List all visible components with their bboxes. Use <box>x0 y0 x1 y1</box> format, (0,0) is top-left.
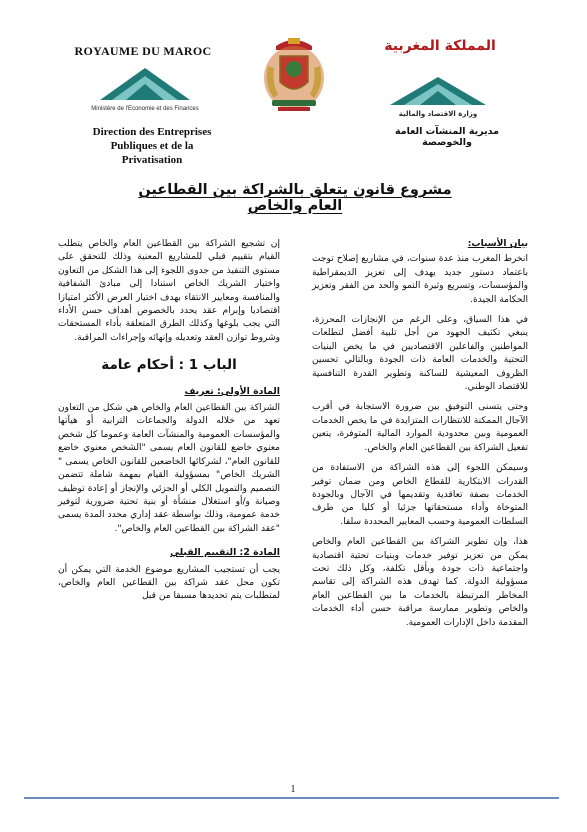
reasons-paragraph-5: هذا، وإن تطوير الشراكة بين القطاعين العام والخاص يمكن من تعزيز توفير خدمات وبنيات تحتية اقتصادية واجتماعية ذات جودة وبأقل تكلفة، وكل ذلك تحت مسؤولية الدولة. كما تهدف هذه الشراكة إلى تقاسم المخاطر المرتبطة بالخدمات ما بين القطاعين العام والخاص وتطوير ممارسة مراقبة حسن أداء الخدمات المقدمة داخل الإدارات العمومية. <box>312 537 528 628</box>
reasons-paragraph-1: انخرط المغرب منذ عدة سنوات، في مشاريع إصلاح توجت باعتماد دستور جديد يهدف إلى تعزيز الديمقراطية والمؤسسات، وتسريع وثيرة النمو والحد من الفقر وتعزيز الحكامة الجيدة. <box>312 254 528 305</box>
department-name-fr: Direction des Entreprises Publiques et de la Privatisation <box>92 126 212 166</box>
reasons-paragraph-2: في هذا السياق، وعلى الرغم من الإنجازات المحرزة، ينبغي تكثيف الجهود من أجل تلبية أفضل لتطلعات المواطنين والفاعلين الاقتصاديين في ما يخص البنيات التحتية والخدمات العامة ذات الجودة وبالتالي تحسين الظروف المعيشية للساكنة وتطوير القدرة التنافسية للاقتصاد الوطني. <box>312 315 528 393</box>
ministry-name-fr: Ministère de l'Economie et des Finances <box>91 106 199 112</box>
kingdom-title-fr: ROYAUME DU MAROC <box>74 44 212 58</box>
ministry-logo-left <box>90 66 200 113</box>
reasons-heading: بيان الأسباب: <box>467 239 528 249</box>
article-2-heading: المادة 2: التقييم القبلي <box>170 547 280 559</box>
department-name-ar: مديرية المنشآت العامة والخوصصة <box>394 126 500 148</box>
footer-divider <box>24 797 559 799</box>
ministry-name-ar: وزارة الاقتصاد والمالية <box>398 110 478 118</box>
article-2-text: يجب أن تستجيب المشاريع موضوع الخدمة التي يمكن أن تكون محل عقد شراكة بين القطاعين العام والخاص، لمتطلبات يتم تحديدها مسبقا من قبل <box>58 564 280 602</box>
intro-paragraph: إن تشجيع الشراكة بين القطاعين العام والخاص يتطلب القيام بتقييم قبلي للمشاريع المعنية وذلك للتحقق على مستوى التنفيذ من جدوى اللجوء إلى هذا الشكل من التعاون واختيار الشريك الخاص استنادا إلى مبادئ الشفافية والمنافسة ومعايير الانتقاء بهدف اختيار العرض الأكثر امتيازا اقتصاديا وإبرام عقد يحدد بالخصوص أهداف حسن الأداء التي يجب بلوغها وكذلك الطرق المتعلقة بأداء المستحقات وشروط توازن العقد وتعديله وإنهائه وإجراءات المراقبة. <box>58 239 280 343</box>
page-number: 1 <box>290 784 296 795</box>
right-column <box>312 238 528 637</box>
article-1-heading: المادة الأولى: تعريف <box>184 385 280 397</box>
ministry-logo-right <box>380 76 496 118</box>
reasons-paragraph-3: وحتى يتسنى التوفيق بين ضرورة الاستجابة في أقرب الآجال الممكنة للانتظارات المتزايدة في ما يخص الخدمات العمومية وبين محدودية الموارد المالية المتوفرة، يتعين تفعيل الشراكة بين القطاعين العام والخاص. <box>312 402 528 453</box>
chapter-heading: الباب 1 : أحكام عامة <box>101 357 237 374</box>
reasons-paragraph-4: وسيمكن اللجوء إلى هذه الشراكة من الاستفادة من القدرات الابتكارية للقطاع الخاص ومن ضمان توفير الخدمات بصفة تعاقدية وتقديمها في الآجال وبالجودة المتوخاة وأداء مستحقاتها جزئيا أو كليا من طرف السلطات العمومية وحسب المعايير المحددة سلفا. <box>312 463 528 527</box>
ministry-triangle-icon-ar <box>380 76 496 106</box>
document-title: مشروع قانون يتعلق بالشراكة بين القطاعين العام والخاص <box>138 182 452 214</box>
article-1-text: الشراكة بين القطاعين العام والخاص هي شكل من التعاون تعهد من خلاله الدولة والجماعات الترابية أو هيآتها والمؤسسات العمومية والمنشآت العامة وعموما كل شخص معنوي خاضع للقانون العام يسمى "الشخص معنوي خاضع للقانون العام"، لشركائها الخاضعين للقانون الخاص يسمى " الشريك الخاص" بمسؤولية القيام بمهمة شاملة تتضمن التصميم والتمويل الكلي أو الجزئي والإنجاز أو إعادة توظيف وصيانة و/أو استغلال منشأة أو بنية تحتية ضرورية لتوفير خدمة عمومية، وذلك بواسطة عقد إداري محدد المدة يسمى "عقد الشراكة بين القطاعين العام والخاص". <box>58 403 280 534</box>
ministry-triangle-icon <box>90 66 200 102</box>
kingdom-title-ar: المملكة المغربية <box>384 38 496 54</box>
left-column <box>58 238 280 611</box>
coat-of-arms-icon <box>258 36 330 114</box>
